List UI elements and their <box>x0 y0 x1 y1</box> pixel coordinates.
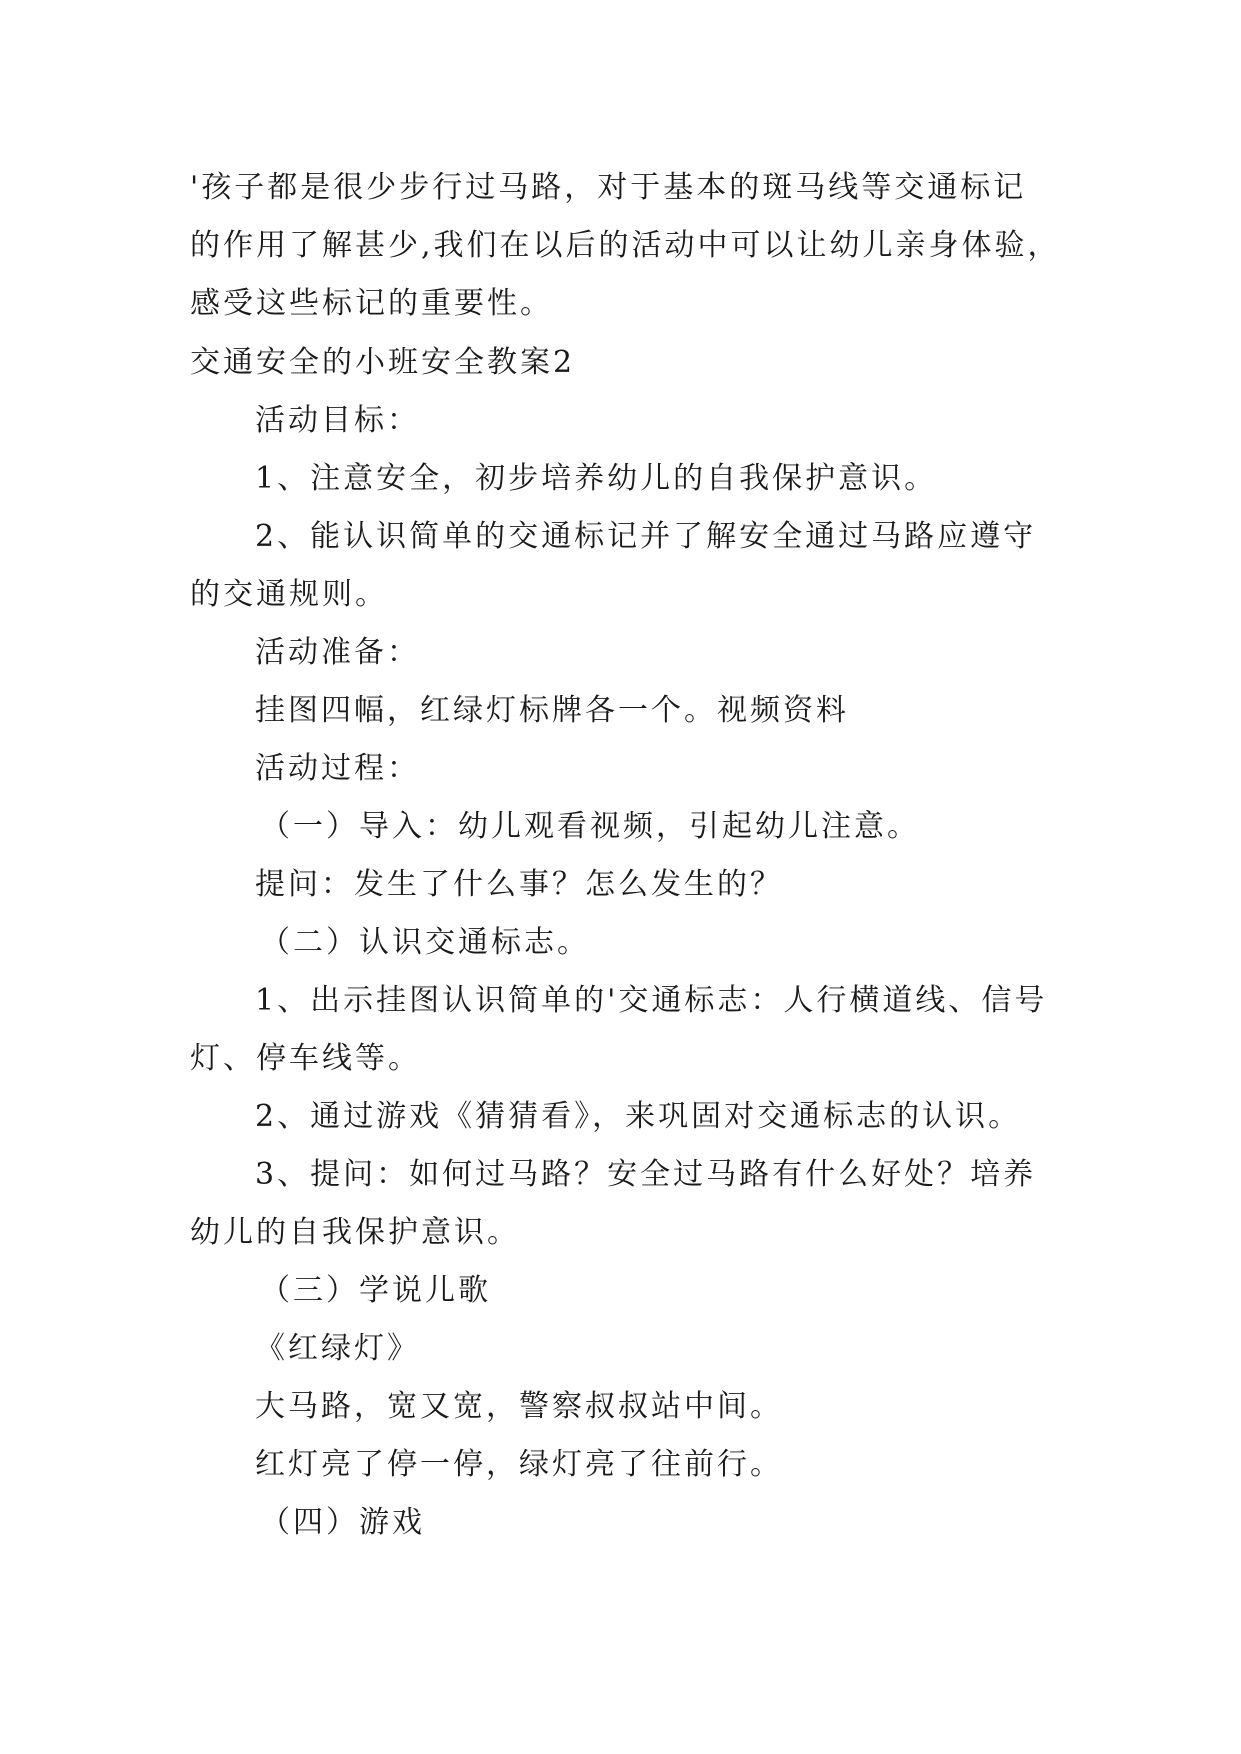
section-heading: 交通安全的小班安全教案2 <box>190 345 576 380</box>
subheading-activity-preparation: 活动准备： <box>255 635 420 670</box>
poem-line: 红灯亮了停一停，绿灯亮了往前行。 <box>255 1447 783 1482</box>
subheading-activity-process: 活动过程： <box>255 751 420 786</box>
text-line: （四）游戏 <box>260 1505 425 1540</box>
text-line: 2、通过游戏《猜猜看》，来巩固对交通标志的认识。 <box>255 1099 1022 1134</box>
text-line: 提问：发生了什么事？怎么发生的？ <box>255 867 783 902</box>
subheading-activity-goals: 活动目标： <box>255 403 420 438</box>
text-line: 灯、停车线等。 <box>190 1041 421 1076</box>
poem-title: 《红绿灯》 <box>255 1331 420 1366</box>
text-line: （三）学说儿歌 <box>260 1273 491 1308</box>
text-line: '孩子都是很少步行过马路，对于基本的斑马线等交通标记 <box>190 170 1027 205</box>
text-line: 的作用了解甚少,我们在以后的活动中可以让幼儿亲身体验， <box>190 228 1061 263</box>
text-line: （一）导入：幼儿观看视频，引起幼儿注意。 <box>260 809 920 844</box>
text-line: 3、提问：如何过马路？安全过马路有什么好处？培养 <box>255 1157 1037 1192</box>
poem-line: 大马路，宽又宽，警察叔叔站中间。 <box>255 1389 783 1424</box>
text-line: 1、出示挂图认识简单的'交通标志：人行横道线、信号 <box>255 983 1048 1018</box>
text-line: （二）认识交通标志。 <box>260 925 590 960</box>
text-line: 幼儿的自我保护意识。 <box>190 1215 520 1250</box>
text-line: 感受这些标记的重要性。 <box>190 286 553 321</box>
text-line: 1、注意安全，初步培养幼儿的自我保护意识。 <box>255 461 938 496</box>
text-line: 挂图四幅，红绿灯标牌各一个。视频资料 <box>255 693 849 728</box>
text-line: 的交通规则。 <box>190 577 388 612</box>
text-line: 2、能认识简单的交通标记并了解安全通过马路应遵守 <box>255 519 1037 554</box>
